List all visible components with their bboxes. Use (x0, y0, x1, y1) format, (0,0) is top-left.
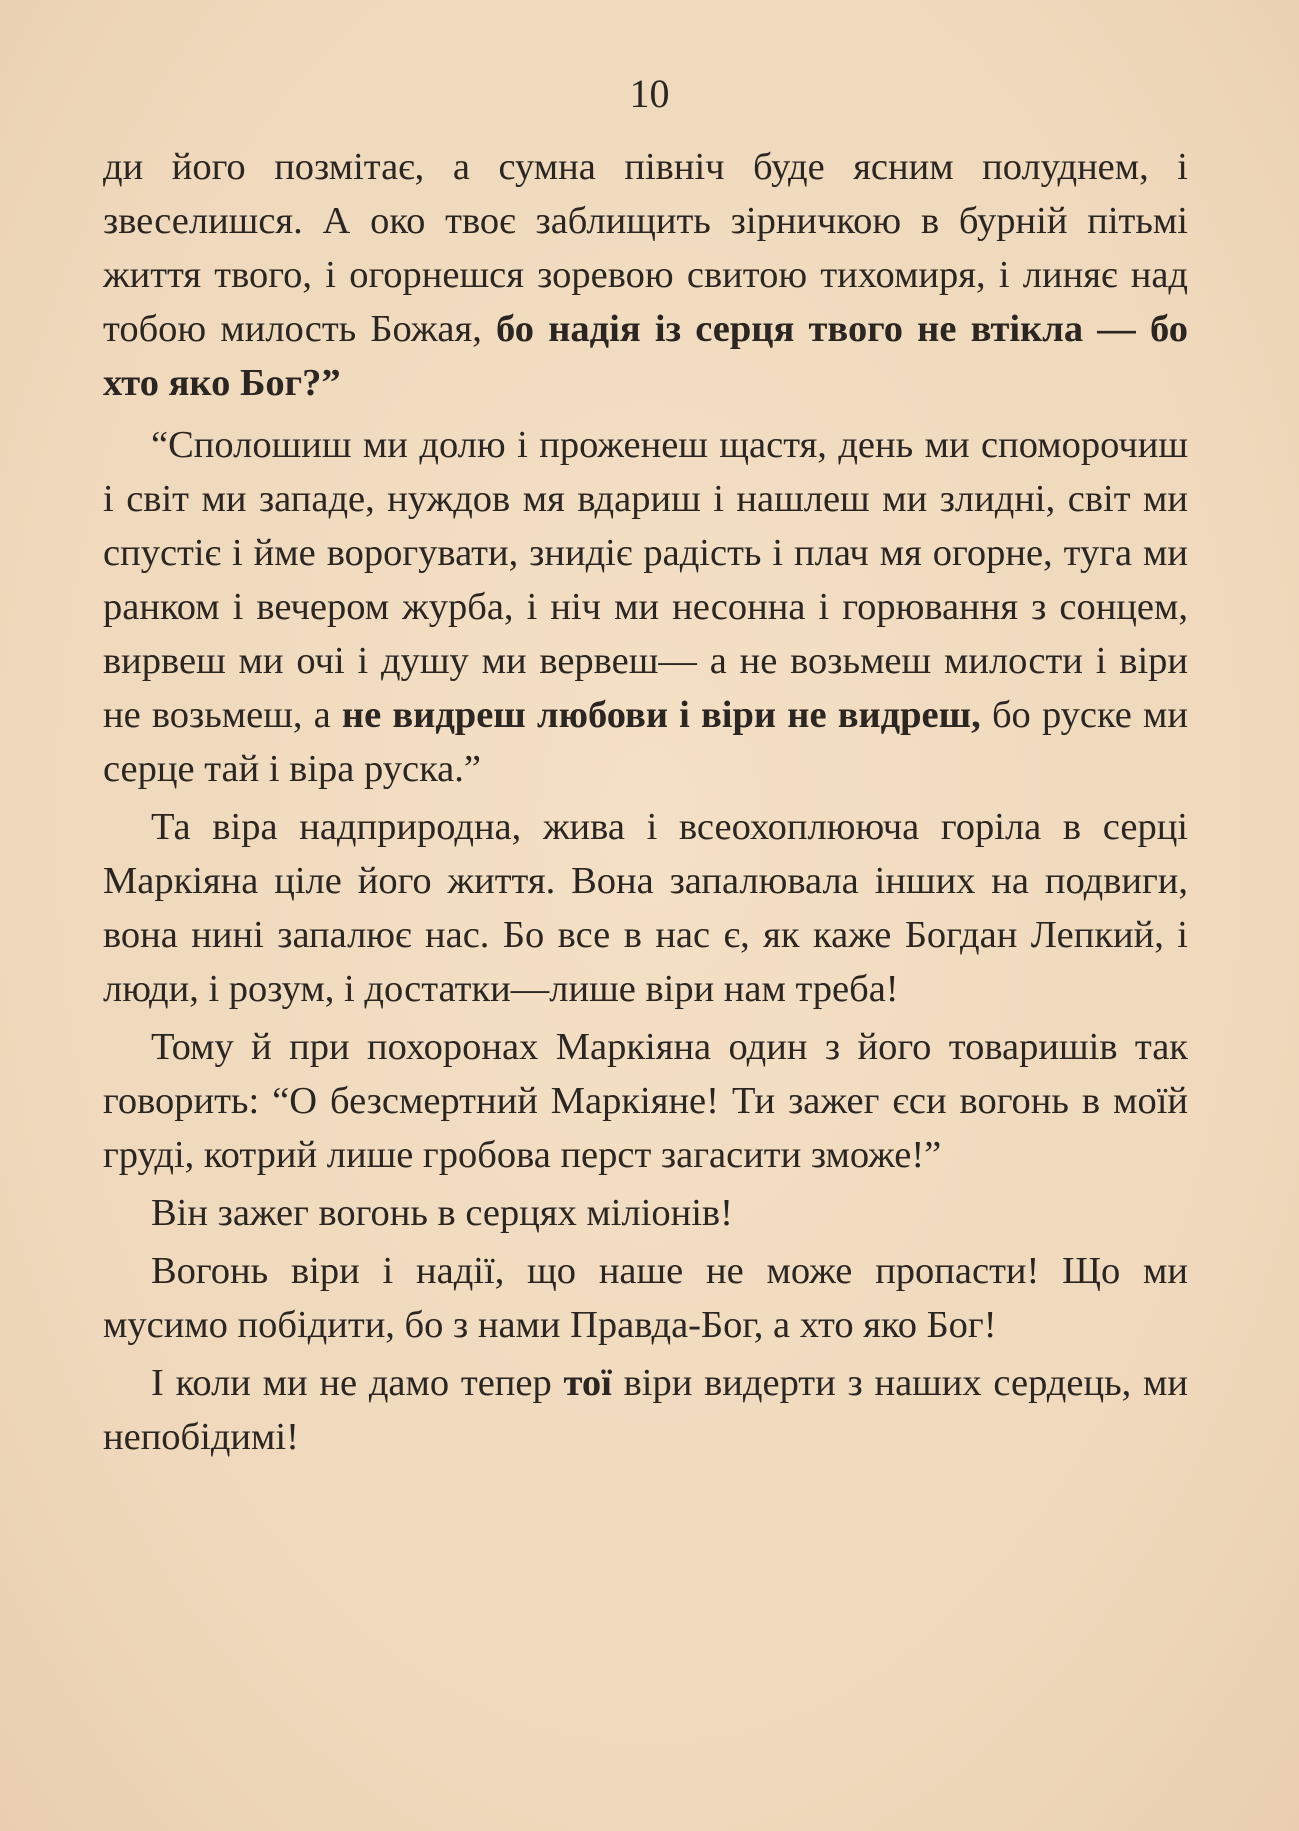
paragraph (103, 1356, 1188, 1464)
paragraph (103, 140, 1188, 410)
text-run: Вогонь віри і надії, що наше не може пропасти! Що ми мусимо побідити, бо з нами Правда-Бог, а хто яко Бог! (103, 1250, 1188, 1346)
text-run: бо руске ми серце тай і віра руска.” (103, 694, 1188, 790)
paragraph (103, 1186, 1188, 1240)
bold-text-run: бо надія із серця твого не втікла — бо хто яко Бог?” (103, 308, 1188, 404)
body-text (103, 140, 1188, 1464)
text-run: “Сполошиш ми долю і проженеш щастя, день ми споморочиш і світ ми западе, нуждов мя вдариш і нашлеш ми злидні, світ ми спустіє і йме ворогувати, знидіє радість і плач мя огорне, туга ми ранком і вечером журба, і ніч ми несонна і горювання з сонцем, вирвеш ми очі і душу ми вервеш— а не возьмеш милости і віри не возьмеш, а (103, 424, 1188, 736)
text-run: І коли ми не дамо тепер (151, 1362, 564, 1404)
text-run: Тому й при похоронах Маркіяна один з його товаришів так говорить: “О безсмертний Маркіяне! Ти зажег єси вогонь в моїй груді, котрий лише гробова перст загасити зможе!” (103, 1026, 1188, 1176)
bold-text-run: тої (563, 1362, 612, 1404)
text-run: Він зажег вогонь в серцях міліонів! (151, 1192, 733, 1234)
paragraph (103, 418, 1188, 796)
text-run: ди його позмітає, а сумна північ буде ясним полуднем, і звеселишся. А око твоє заблищить зірничкою в бурній пітьмі життя твого, і огорнешся зоревою свитою тихомиря, і линяє над тобою милость Божая, (103, 146, 1188, 350)
paragraph (103, 800, 1188, 1016)
bold-text-run: не видреш любови і віри не видреш, (341, 694, 981, 736)
page-number: 10 (629, 71, 670, 116)
paragraph (103, 1020, 1188, 1182)
text-run: віри видерти з наших сердець, ми непобідимі! (103, 1362, 1188, 1458)
text-run: Та віра надприродна, жива і всеохоплююча горіла в серці Маркіяна ціле його життя. Вона запалювала інших на подвиги, вона нині запалює нас. Бо все в нас є, як каже Богдан Лепкий, і люди, і розум, і достатки—лише віри нам треба! (103, 806, 1188, 1010)
paragraph (103, 1244, 1188, 1352)
